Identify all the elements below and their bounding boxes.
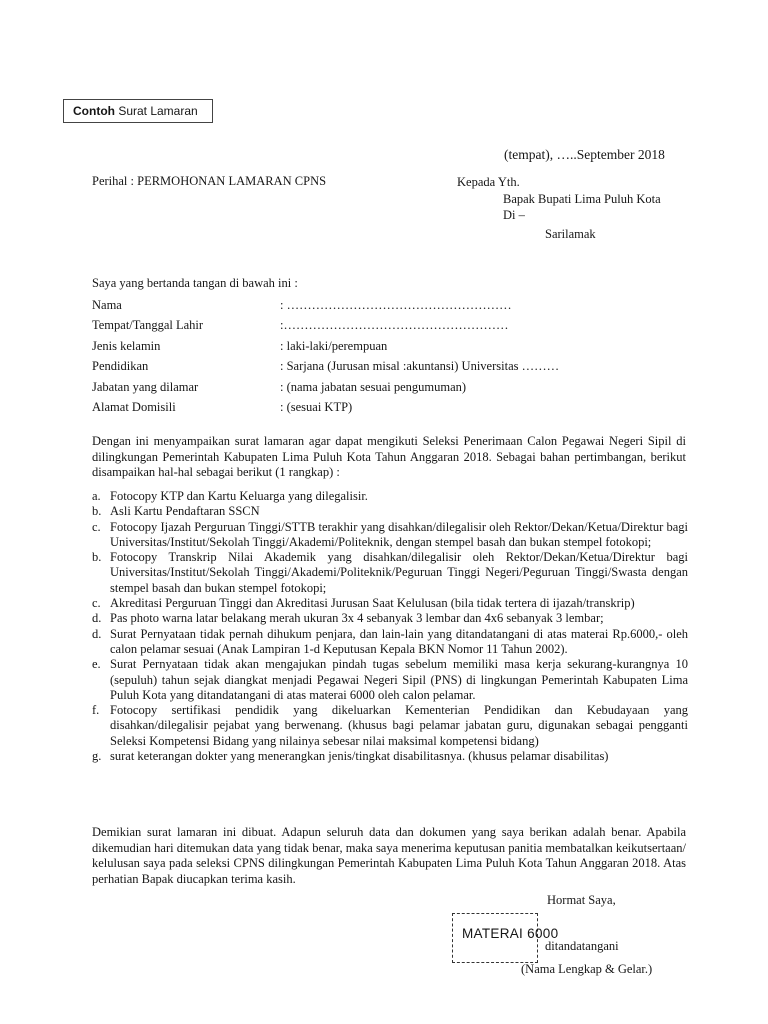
field-label: Jabatan yang dilamar: [92, 379, 199, 394]
stamp-duty-label: MATERAI 6000: [462, 926, 559, 941]
signatory-name: (Nama Lengkap & Gelar.): [521, 962, 653, 976]
field-row: [92, 298, 652, 318]
document-label-box: [63, 99, 213, 123]
list-item-text: Fotocopy sertifikasi pendidik yang dikeluarkan Kementerian Pendidikan dan Kebudayaan yang disahkan/dilegalisir pejabat yang berwenang. (khusus bagi pelamar jabatan guru, digunakan sebagai pengganti Seleksi Kompetensi Bidang yang nilainya sebesar nilai maksimal kompetensi bidang): [110, 703, 688, 748]
field-label: Pendidikan: [92, 359, 149, 374]
field-label: Alamat Domisili: [92, 399, 176, 414]
list-item-text: Fotocopy KTP dan Kartu Keluarga yang dilegalisir.: [110, 489, 368, 503]
document-label-bold: Contoh: [73, 104, 115, 118]
field-value: : (sesuai KTP): [280, 399, 353, 414]
intro-sentence: Saya yang bertanda tangan di bawah ini :: [92, 276, 298, 290]
list-item-text: Fotocopy Ijazah Perguruan Tinggi/STTB terakhir yang disahkan/dilegalisir oleh Rektor/Dekan/Ketua/Direktur bagi Universitas/Institut/Sekolah Tinggi/Akademi/Politeknik, dengan stempel basah dan bukan stempel fotokopi;: [110, 519, 688, 549]
list-item: [92, 749, 688, 764]
field-row: [92, 359, 652, 379]
list-marker: c.: [92, 519, 101, 534]
list-item-text: Fotocopy Transkrip Nilai Akademik yang disahkan/dilegalisir oleh Rektor/Dekan/Ketua/Direktur bagi Universitas/Institut/Sekolah Tinggi/Akademi/Politeknik/Peguruan Tinggi Negeri/Peguruan Tinggi/Swasta dengan stempel basah dan bukan stempel fotokopi;: [110, 550, 688, 595]
list-marker: c.: [92, 596, 101, 611]
field-value: : laki-laki/perempuan: [280, 338, 388, 353]
field-label: Nama: [92, 298, 122, 312]
list-item-text: Surat Pernyataan tidak pernah dihukum penjara, dan lain-lain yang ditandatangani di atas materai Rp.6000,- oleh calon pelamar sesuai (Anak Lampiran 1-d Keputusan Kepala BKN Nomor 11 Tahun 2002).: [110, 626, 688, 656]
recipient-block: [457, 174, 661, 242]
personal-data-fields: [92, 298, 652, 420]
field-value: : ………………………………………………: [280, 298, 512, 312]
field-value: : Sarjana (Jurusan misal :akuntansi) Universitas ………: [280, 359, 560, 374]
list-marker: e.: [92, 657, 101, 672]
list-item-text: surat keterangan dokter yang menerangkan jenis/tingkat disabilitasnya. (khusus pelamar disabilitas): [110, 749, 609, 764]
list-marker: b.: [92, 504, 102, 519]
list-marker: g.: [92, 749, 102, 764]
list-marker: d.: [92, 626, 102, 641]
body-paragraph-intro: Dengan ini menyampaikan surat lamaran agar dapat mengikuti Seleksi Penerimaan Calon Pegawai Negeri Sipil di dilingkungan Pemerintah Kabupaten Lima Puluh Kota Tahun Anggaran 2018. Sebagai bahan pertimbangan, berikut disampaikan hal-hal sebagai berikut (1 rangkap) :: [92, 434, 686, 479]
list-item: [92, 627, 688, 658]
field-label: Jenis kelamin: [92, 338, 161, 353]
field-row: [92, 318, 652, 338]
list-marker: d.: [92, 611, 102, 626]
list-item: [92, 703, 688, 749]
letter-date: (tempat), …..September 2018: [504, 147, 665, 162]
list-item-text: Asli Kartu Pendaftaran SSCN: [110, 504, 260, 519]
list-item-text: Pas photo warna latar belakang merah ukuran 3x 4 sebanyak 3 lembar dan 4x6 sebanyak 3 lembar;: [110, 611, 604, 626]
recipient-greeting: Kepada Yth.: [457, 175, 520, 189]
recipient-place: Sarilamak: [545, 226, 596, 241]
list-item: [92, 489, 688, 504]
field-value: : (nama jabatan sesuai pengumuman): [280, 379, 467, 394]
closing-salutation: Hormat Saya,: [547, 893, 616, 907]
list-item: [92, 596, 688, 611]
list-item: [92, 611, 688, 626]
list-item-text: Surat Pernyataan tidak akan mengajukan pindah tugas sebelum memiliki masa kerja sekurang-kurangnya 10 (sepuluh) tahun sejak diangkat menjadi Pegawai Negeri Sipil (PNS) di lingkungan Pemerintah Kabupaten Lima Puluh Kota yang ditandatangani di atas materai 6000 oleh calon pelamar.: [110, 657, 688, 702]
recipient-di: Di –: [503, 208, 525, 222]
document-label-text: Surat Lamaran: [114, 104, 198, 118]
list-marker: b.: [92, 550, 102, 565]
body-paragraph-closing: Demikian surat lamaran ini dibuat. Adapun seluruh data dan dokumen yang saya berikan adalah benar. Apabila dikemudian hari ditemukan data yang tidak benar, maka saya menerima keputusan panitia membatalkan keikutsertaan/ kelulusan saya pada seleksi CPNS dilingkungan Pemerintah Kabupaten Lima Puluh Kota Tahun Anggaran 2018. Atas perhatian Bapak diucapkan terima kasih.: [92, 825, 686, 886]
recipient-name: Bapak Bupati Lima Puluh Kota: [503, 191, 661, 206]
field-row: [92, 400, 652, 420]
field-row: [92, 339, 652, 359]
field-label: Tempat/Tanggal Lahir: [92, 318, 204, 333]
list-item: [92, 657, 688, 703]
requirements-list: [92, 489, 688, 764]
signed-note: ditandatangani: [545, 939, 619, 953]
field-row: [92, 380, 652, 400]
field-value: :………………………………………………: [280, 318, 509, 333]
list-item-text: Akreditasi Perguruan Tinggi dan Akreditasi Jurusan Saat Kelulusan (bila tidak tertera di ijazah/transkrip): [110, 596, 635, 611]
list-item: [92, 550, 688, 596]
list-marker: f.: [92, 703, 100, 718]
list-marker: a.: [92, 489, 101, 503]
list-item: [92, 504, 688, 519]
list-item: [92, 520, 688, 551]
subject-line: Perihal : PERMOHONAN LAMARAN CPNS: [92, 174, 327, 188]
